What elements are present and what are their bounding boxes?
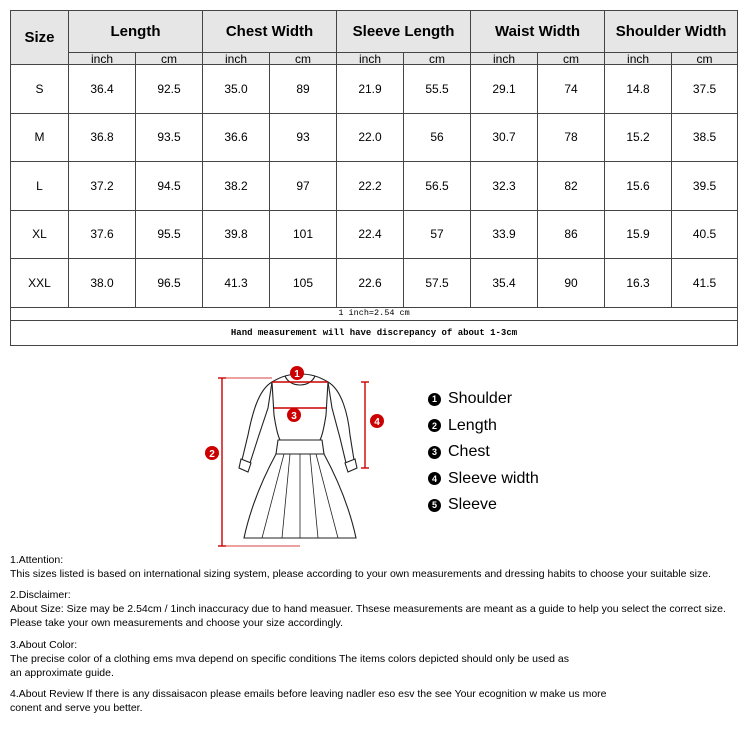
legend-number-icon: 5 bbox=[428, 499, 441, 512]
note-body: About Size: Size may be 2.54cm / 1inch inaccuracy due to hand measuer. Thsese measurements are meant as a guide to help you select the correct size. Please take your own measurements and choose your size accordingly. bbox=[10, 603, 726, 629]
marker-2 bbox=[205, 446, 219, 460]
table-cell: 97 bbox=[270, 162, 337, 211]
svg-text:2: 2 bbox=[209, 449, 215, 460]
size-label-cell: XL bbox=[11, 210, 69, 259]
legend-number-icon: 4 bbox=[428, 472, 441, 485]
legend-label: Sleeve bbox=[448, 496, 497, 514]
table-cell: 96.5 bbox=[136, 259, 203, 308]
table-row bbox=[11, 65, 738, 114]
note-title: 2.Disclaimer: bbox=[10, 589, 71, 601]
unit-cell: cm bbox=[270, 53, 337, 65]
table-cell: 55.5 bbox=[404, 65, 471, 114]
table-body bbox=[11, 65, 738, 308]
table-cell: 56 bbox=[404, 113, 471, 162]
unit-cell: cm bbox=[672, 53, 738, 65]
table-cell: 22.6 bbox=[337, 259, 404, 308]
table-cell: 15.9 bbox=[605, 210, 672, 259]
table-cell: 89 bbox=[270, 65, 337, 114]
note-block bbox=[10, 553, 748, 581]
unit-cell: cm bbox=[538, 53, 605, 65]
table-cell: 56.5 bbox=[404, 162, 471, 211]
note-block bbox=[10, 638, 748, 680]
table-cell: 14.8 bbox=[605, 65, 672, 114]
table-cell: 82 bbox=[538, 162, 605, 211]
table-cell: 92.5 bbox=[136, 65, 203, 114]
legend-item bbox=[428, 413, 539, 440]
unit-cell: cm bbox=[136, 53, 203, 65]
table-cell: 30.7 bbox=[471, 113, 538, 162]
legend-item bbox=[428, 386, 539, 413]
legend-number-icon: 1 bbox=[428, 393, 441, 406]
table-cell: 41.5 bbox=[672, 259, 738, 308]
table-cell: 21.9 bbox=[337, 65, 404, 114]
table-cell: 57 bbox=[404, 210, 471, 259]
header-length: Length bbox=[69, 11, 203, 53]
table-cell: 105 bbox=[270, 259, 337, 308]
table-cell: 74 bbox=[538, 65, 605, 114]
dress-measurement-diagram bbox=[200, 360, 400, 552]
header-size: Size bbox=[11, 11, 69, 65]
header-waist-width: Waist Width bbox=[471, 11, 605, 53]
legend-label: Chest bbox=[448, 443, 490, 461]
table-cell: 39.5 bbox=[672, 162, 738, 211]
table-cell: 38.5 bbox=[672, 113, 738, 162]
size-label-cell: L bbox=[11, 162, 69, 211]
unit-cell: inch bbox=[605, 53, 672, 65]
note-block bbox=[10, 588, 748, 630]
size-label-cell: XXL bbox=[11, 259, 69, 308]
marker-3 bbox=[287, 408, 301, 422]
unit-cell: inch bbox=[337, 53, 404, 65]
table-cell: 29.1 bbox=[471, 65, 538, 114]
note-title: 3.About Color: bbox=[10, 639, 78, 651]
table-cell: 86 bbox=[538, 210, 605, 259]
table-cell: 35.0 bbox=[203, 65, 270, 114]
table-row bbox=[11, 259, 738, 308]
table-cell: 94.5 bbox=[136, 162, 203, 211]
table-row bbox=[11, 113, 738, 162]
note-body: The precise color of a clothing ems mva depend on specific conditions The items colors depicted should only be used as an approximate guide. bbox=[10, 653, 569, 679]
notes-section bbox=[10, 553, 748, 722]
svg-text:3: 3 bbox=[291, 411, 297, 422]
discrepancy-note: Hand measurement will have discrepancy of about 1-3cm bbox=[11, 320, 738, 345]
unit-cell: cm bbox=[404, 53, 471, 65]
legend-label: Shoulder bbox=[448, 390, 513, 408]
table-cell: 36.4 bbox=[69, 65, 136, 114]
unit-cell: inch bbox=[471, 53, 538, 65]
table-row bbox=[11, 210, 738, 259]
table-cell: 36.6 bbox=[203, 113, 270, 162]
note-title: 1.Attention: bbox=[10, 554, 64, 566]
measurement-legend bbox=[428, 386, 539, 519]
legend-label: Length bbox=[448, 416, 497, 434]
table-cell: 78 bbox=[538, 113, 605, 162]
legend-item bbox=[428, 466, 539, 493]
svg-text:1: 1 bbox=[294, 369, 300, 380]
table-cell: 37.5 bbox=[672, 65, 738, 114]
table-cell: 22.2 bbox=[337, 162, 404, 211]
table-cell: 41.3 bbox=[203, 259, 270, 308]
table-cell: 38.0 bbox=[69, 259, 136, 308]
table-cell: 40.5 bbox=[672, 210, 738, 259]
note-body: This sizes listed is based on international sizing system, please according to your own measurements and dressing habits to choose your suitable size. bbox=[10, 568, 711, 580]
note-block bbox=[10, 687, 748, 715]
legend-item bbox=[428, 439, 539, 466]
conversion-note: 1 inch=2.54 cm bbox=[11, 307, 738, 320]
table-cell: 36.8 bbox=[69, 113, 136, 162]
note-title: 4.About Review If there is any dissaisacon please emails before leaving nadler eso esv the see Your ecognition w make us more bbox=[10, 688, 607, 700]
table-cell: 33.9 bbox=[471, 210, 538, 259]
table-cell: 101 bbox=[270, 210, 337, 259]
table-row bbox=[11, 162, 738, 211]
note-body: conent and serve you better. bbox=[10, 702, 143, 714]
table-cell: 39.8 bbox=[203, 210, 270, 259]
header-sleeve-length: Sleeve Length bbox=[337, 11, 471, 53]
dress-illustration bbox=[239, 374, 357, 538]
svg-text:4: 4 bbox=[374, 417, 380, 428]
table-cell: 93 bbox=[270, 113, 337, 162]
table-cell: 93.5 bbox=[136, 113, 203, 162]
table-cell: 16.3 bbox=[605, 259, 672, 308]
legend-label: Sleeve width bbox=[448, 469, 539, 487]
header-shoulder-width: Shoulder Width bbox=[605, 11, 738, 53]
table-cell: 22.4 bbox=[337, 210, 404, 259]
unit-row bbox=[11, 53, 738, 65]
discrepancy-row bbox=[11, 320, 738, 345]
table-cell: 22.0 bbox=[337, 113, 404, 162]
table-cell: 15.2 bbox=[605, 113, 672, 162]
size-chart-table bbox=[10, 10, 738, 346]
legend-item bbox=[428, 492, 539, 519]
table-cell: 37.2 bbox=[69, 162, 136, 211]
table-cell: 15.6 bbox=[605, 162, 672, 211]
size-label-cell: M bbox=[11, 113, 69, 162]
conversion-row bbox=[11, 307, 738, 320]
table-header-row bbox=[11, 11, 738, 53]
marker-4 bbox=[370, 414, 384, 428]
table-cell: 38.2 bbox=[203, 162, 270, 211]
table-cell: 57.5 bbox=[404, 259, 471, 308]
marker-1 bbox=[290, 366, 304, 380]
legend-number-icon: 3 bbox=[428, 446, 441, 459]
unit-cell: inch bbox=[203, 53, 270, 65]
unit-cell: inch bbox=[69, 53, 136, 65]
legend-number-icon: 2 bbox=[428, 419, 441, 432]
header-chest-width: Chest Width bbox=[203, 11, 337, 53]
table-cell: 90 bbox=[538, 259, 605, 308]
table-cell: 95.5 bbox=[136, 210, 203, 259]
table-cell: 35.4 bbox=[471, 259, 538, 308]
size-label-cell: S bbox=[11, 65, 69, 114]
table-cell: 37.6 bbox=[69, 210, 136, 259]
table-cell: 32.3 bbox=[471, 162, 538, 211]
